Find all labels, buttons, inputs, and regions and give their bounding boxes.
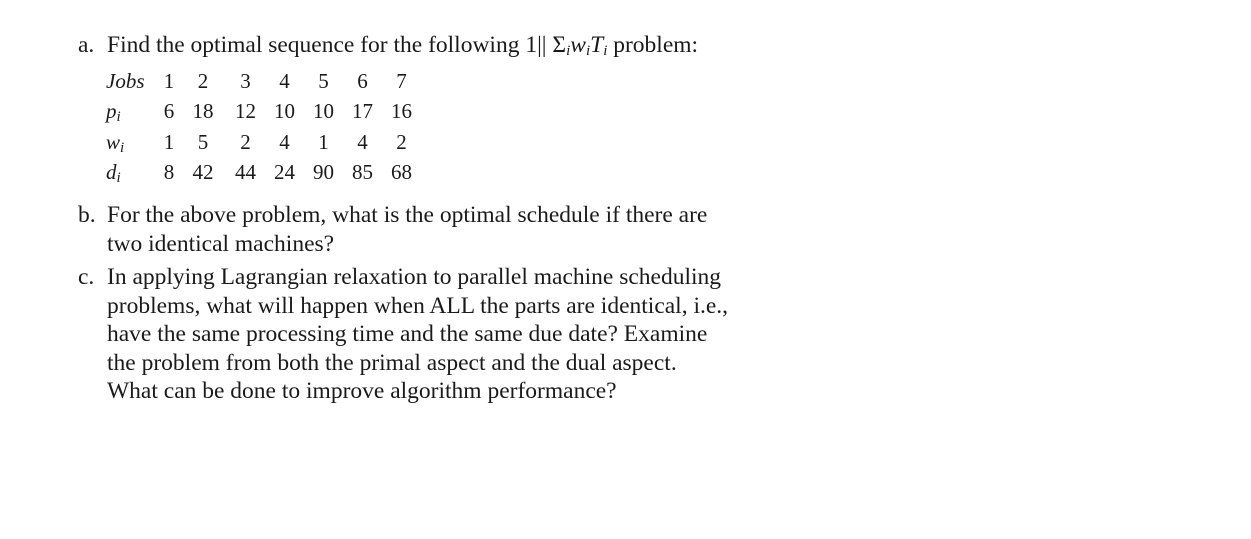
tardiness-subscript: i	[603, 43, 608, 59]
question-b-text: For the above problem, what is the optimal schedule if there are two identical machines?	[107, 202, 708, 257]
table-cell: 16	[391, 99, 412, 124]
table-cell: 4	[279, 68, 290, 93]
table-cell: 5	[197, 129, 209, 154]
table-cell: 24	[274, 160, 295, 185]
table-cell: 17	[352, 99, 373, 124]
table-cell: 90	[313, 160, 334, 185]
table-cell: 12	[235, 99, 256, 124]
row-symbol: w	[106, 129, 121, 154]
table-cell: 85	[352, 160, 373, 185]
sigma-symbol: Σ	[552, 32, 567, 58]
table-cell: 4	[279, 129, 290, 154]
jobs-header-label: Jobs	[106, 68, 145, 93]
weight-symbol: w	[570, 32, 586, 58]
table-cell: 2	[197, 68, 209, 93]
table-cell: 68	[391, 160, 412, 185]
question-a-text-before: Find the optimal sequence for the following 1||	[107, 32, 547, 58]
table-cell: 42	[192, 160, 214, 185]
table-row-p	[106, 97, 421, 128]
question-a-text	[107, 31, 747, 60]
table-cell: 10	[313, 99, 334, 124]
table-row-w	[106, 127, 421, 158]
table-cell: 4	[357, 129, 368, 154]
question-a-marker: a.	[78, 32, 95, 58]
question-b-marker: b.	[78, 202, 96, 228]
question-a-text-after: problem:	[607, 32, 699, 58]
jobs-table	[106, 66, 421, 188]
weight-subscript: i	[585, 43, 591, 59]
row-label-d	[106, 158, 158, 189]
table-cell: 6	[357, 68, 368, 93]
row-subscript: i	[120, 139, 125, 156]
table-cell: 18	[192, 99, 214, 124]
row-label-w	[106, 127, 158, 158]
row-subscript: i	[116, 109, 121, 126]
table-cell: 1	[163, 129, 175, 154]
table-cell: 1	[318, 129, 329, 154]
table-cell: 1	[163, 68, 175, 93]
table-cell: 8	[163, 160, 175, 185]
row-subscript: i	[116, 170, 121, 187]
table-cell: 5	[318, 68, 329, 93]
table-row-jobs	[106, 66, 421, 97]
table-cell: 10	[274, 99, 295, 124]
table-cell: 2	[396, 129, 407, 154]
table-row-d	[106, 158, 421, 189]
row-label-p	[106, 97, 158, 128]
table-cell: 7	[396, 68, 407, 93]
row-symbol: d	[106, 160, 117, 185]
question-c-marker: c.	[78, 264, 95, 290]
table-cell: 6	[163, 99, 175, 124]
table-cell: 3	[240, 68, 251, 93]
question-c-text: In applying Lagrangian relaxation to parallel machine scheduling problems, what will happen when ALL the parts are identical, i.e., have the same processing time and the same due date? Examine the problem from both the primal aspect and the dual aspect. What can be done to improve algorithm performance?	[107, 264, 729, 404]
table-cell: 2	[240, 129, 251, 154]
row-symbol: p	[106, 99, 117, 124]
sigma-subscript: i	[566, 43, 571, 59]
tardiness-symbol: T	[590, 32, 604, 58]
table-cell: 44	[235, 160, 256, 185]
